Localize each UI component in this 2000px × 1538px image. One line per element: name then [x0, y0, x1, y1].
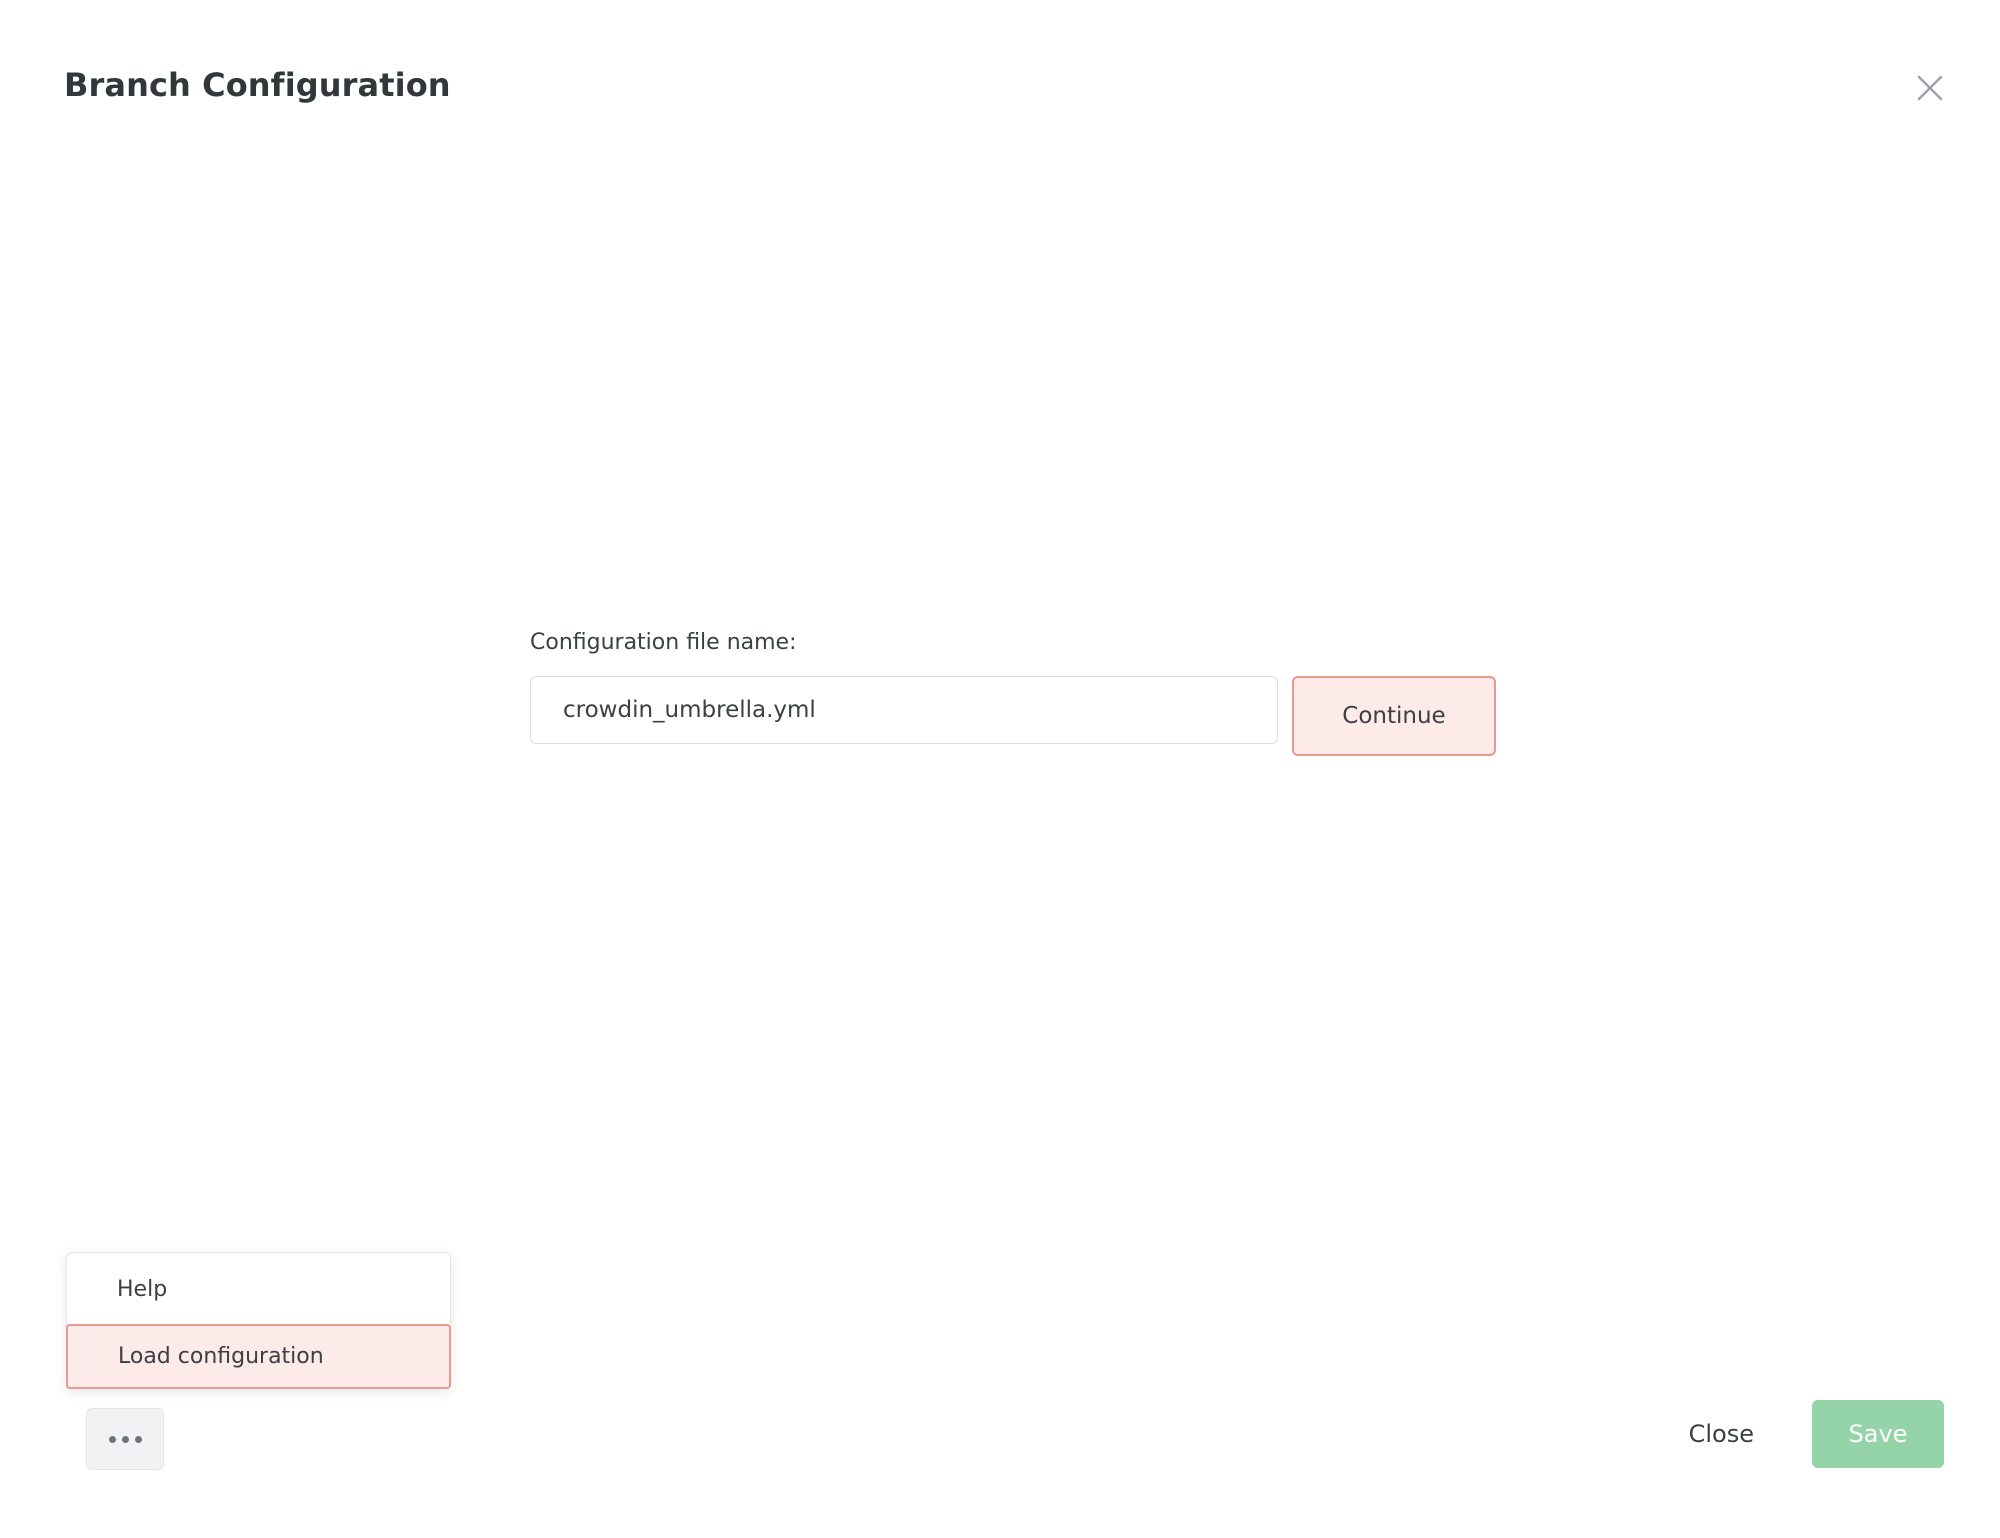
- overflow-menu-popover: [66, 1252, 451, 1389]
- menu-item-help[interactable]: Help: [117, 1277, 168, 1302]
- close-button[interactable]: Close: [1659, 1402, 1784, 1466]
- page-title: Branch Configuration: [64, 66, 451, 104]
- dialog-footer: [1659, 1400, 1944, 1468]
- ellipsis-icon: [109, 1436, 142, 1443]
- continue-button[interactable]: Continue: [1299, 683, 1489, 749]
- menu-item-load-configuration[interactable]: Load configuration: [66, 1324, 451, 1389]
- close-icon[interactable]: [1910, 68, 1950, 108]
- config-file-name-label: Configuration file name:: [530, 630, 797, 655]
- dialog-header: [0, 0, 2000, 150]
- continue-button-highlight: [1292, 676, 1496, 756]
- configuration-form: [530, 630, 1510, 756]
- config-file-name-input[interactable]: [530, 676, 1278, 744]
- overflow-menu-button[interactable]: [86, 1408, 164, 1470]
- save-button[interactable]: Save: [1812, 1400, 1944, 1468]
- config-input-row: [530, 676, 1510, 756]
